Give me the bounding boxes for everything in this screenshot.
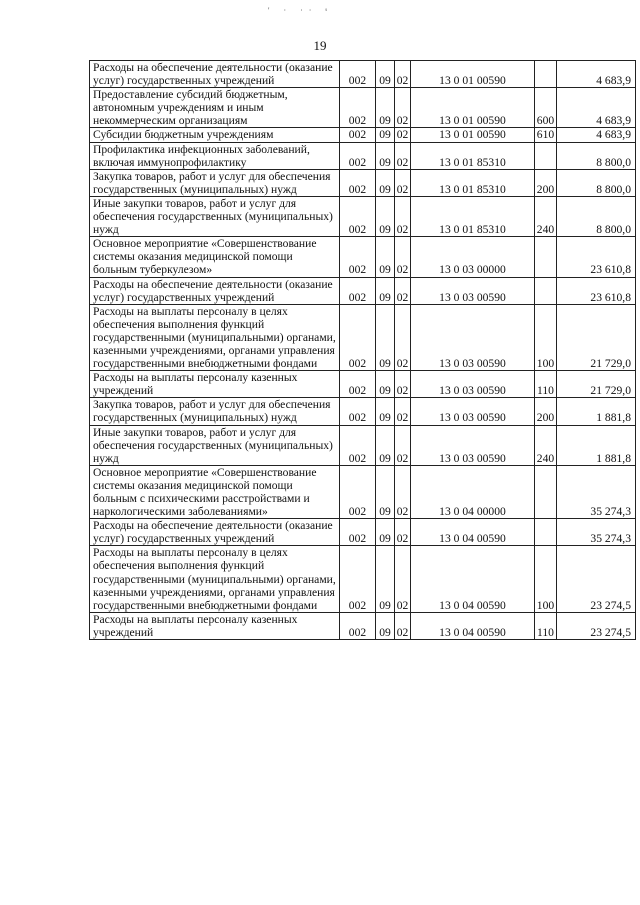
org-code-cell: 002 bbox=[340, 425, 376, 465]
table-row bbox=[90, 169, 636, 196]
subsection-code-cell: 02 bbox=[395, 519, 411, 546]
amount-cell: 8 800,0 bbox=[557, 142, 636, 169]
amount-cell: 21 729,0 bbox=[557, 304, 636, 370]
amount-cell: 4 683,9 bbox=[557, 88, 636, 128]
expense-name-cell: Иные закупки товаров, работ и услуг для обеспечения государственных (муниципальных) нужд bbox=[90, 196, 340, 236]
expense-name-cell: Расходы на обеспечение деятельности (оказание услуг) государственных учреждений bbox=[90, 519, 340, 546]
section-code-cell: 09 bbox=[376, 142, 395, 169]
amount-cell: 4 683,9 bbox=[557, 61, 636, 88]
target-article-cell: 13 0 04 00590 bbox=[411, 546, 535, 612]
table-row bbox=[90, 612, 636, 639]
org-code-cell: 002 bbox=[340, 142, 376, 169]
expense-type-cell: 200 bbox=[535, 398, 557, 425]
target-article-cell: 13 0 04 00000 bbox=[411, 465, 535, 518]
table-row bbox=[90, 277, 636, 304]
target-article-cell: 13 0 03 00590 bbox=[411, 277, 535, 304]
budget-table-body bbox=[90, 61, 636, 640]
amount-cell: 23 610,8 bbox=[557, 277, 636, 304]
table-row bbox=[90, 519, 636, 546]
subsection-code-cell: 02 bbox=[395, 196, 411, 236]
target-article-cell: 13 0 01 00590 bbox=[411, 88, 535, 128]
expense-type-cell: 100 bbox=[535, 546, 557, 612]
subsection-code-cell: 02 bbox=[395, 398, 411, 425]
expense-name-cell: Субсидии бюджетным учреждениям bbox=[90, 128, 340, 142]
table-row bbox=[90, 371, 636, 398]
target-article-cell: 13 0 03 00590 bbox=[411, 398, 535, 425]
expense-name-cell: Иные закупки товаров, работ и услуг для обеспечения государственных (муниципальных) нужд bbox=[90, 425, 340, 465]
target-article-cell: 13 0 03 00590 bbox=[411, 425, 535, 465]
expense-type-cell bbox=[535, 465, 557, 518]
section-code-cell: 09 bbox=[376, 88, 395, 128]
amount-cell: 35 274,3 bbox=[557, 465, 636, 518]
table-row bbox=[90, 237, 636, 277]
expense-name-cell: Профилактика инфекционных заболеваний, включая иммунопрофилактику bbox=[90, 142, 340, 169]
expense-type-cell bbox=[535, 277, 557, 304]
page-number: 19 bbox=[313, 38, 327, 53]
org-code-cell: 002 bbox=[340, 61, 376, 88]
org-code-cell: 002 bbox=[340, 277, 376, 304]
expense-type-cell: 600 bbox=[535, 88, 557, 128]
table-row bbox=[90, 398, 636, 425]
section-code-cell: 09 bbox=[376, 304, 395, 370]
expense-type-cell bbox=[535, 61, 557, 88]
expense-name-cell: Основное мероприятие «Совершенствование системы оказания медицинской помощи больным с психическими расстройствами и наркологическими заболеваниями» bbox=[90, 465, 340, 518]
expense-type-cell: 110 bbox=[535, 371, 557, 398]
subsection-code-cell: 02 bbox=[395, 465, 411, 518]
target-article-cell: 13 0 03 00590 bbox=[411, 371, 535, 398]
org-code-cell: 002 bbox=[340, 519, 376, 546]
org-code-cell: 002 bbox=[340, 371, 376, 398]
table-row bbox=[90, 304, 636, 370]
subsection-code-cell: 02 bbox=[395, 277, 411, 304]
section-code-cell: 09 bbox=[376, 196, 395, 236]
section-code-cell: 09 bbox=[376, 425, 395, 465]
subsection-code-cell: 02 bbox=[395, 425, 411, 465]
section-code-cell: 09 bbox=[376, 128, 395, 142]
subsection-code-cell: 02 bbox=[395, 88, 411, 128]
expense-type-cell: 100 bbox=[535, 304, 557, 370]
amount-cell: 21 729,0 bbox=[557, 371, 636, 398]
target-article-cell: 13 0 03 00590 bbox=[411, 304, 535, 370]
org-code-cell: 002 bbox=[340, 546, 376, 612]
target-article-cell: 13 0 01 85310 bbox=[411, 142, 535, 169]
expense-type-cell: 240 bbox=[535, 196, 557, 236]
section-code-cell: 09 bbox=[376, 237, 395, 277]
section-code-cell: 09 bbox=[376, 169, 395, 196]
expense-name-cell: Основное мероприятие «Совершенствование системы оказания медицинской помощи больным туберкулезом» bbox=[90, 237, 340, 277]
expense-name-cell: Расходы на выплаты персоналу казенных учреждений bbox=[90, 371, 340, 398]
target-article-cell: 13 0 04 00590 bbox=[411, 612, 535, 639]
subsection-code-cell: 02 bbox=[395, 61, 411, 88]
expense-name-cell: Расходы на обеспечение деятельности (оказание услуг) государственных учреждений bbox=[90, 277, 340, 304]
subsection-code-cell: 02 bbox=[395, 128, 411, 142]
target-article-cell: 13 0 03 00000 bbox=[411, 237, 535, 277]
expense-name-cell: Расходы на выплаты персоналу в целях обеспечения выполнения функций государственными (муниципальными) органами, казенными учреждениями, органами управления государственными внебюджетными фондами bbox=[90, 304, 340, 370]
section-code-cell: 09 bbox=[376, 61, 395, 88]
expense-name-cell: Предоставление субсидий бюджетным, автономным учреждениям и иным некоммерческим организациям bbox=[90, 88, 340, 128]
expense-type-cell: 240 bbox=[535, 425, 557, 465]
amount-cell: 35 274,3 bbox=[557, 519, 636, 546]
org-code-cell: 002 bbox=[340, 196, 376, 236]
amount-cell: 1 881,8 bbox=[557, 425, 636, 465]
target-article-cell: 13 0 01 85310 bbox=[411, 196, 535, 236]
expense-type-cell bbox=[535, 519, 557, 546]
org-code-cell: 002 bbox=[340, 237, 376, 277]
expense-name-cell: Расходы на обеспечение деятельности (оказание услуг) государственных учреждений bbox=[90, 61, 340, 88]
target-article-cell: 13 0 01 00590 bbox=[411, 61, 535, 88]
amount-cell: 1 881,8 bbox=[557, 398, 636, 425]
target-article-cell: 13 0 01 85310 bbox=[411, 169, 535, 196]
section-code-cell: 09 bbox=[376, 546, 395, 612]
expense-type-cell bbox=[535, 142, 557, 169]
org-code-cell: 002 bbox=[340, 612, 376, 639]
subsection-code-cell: 02 bbox=[395, 237, 411, 277]
table-row bbox=[90, 196, 636, 236]
target-article-cell: 13 0 04 00590 bbox=[411, 519, 535, 546]
amount-cell: 23 610,8 bbox=[557, 237, 636, 277]
amount-cell: 23 274,5 bbox=[557, 546, 636, 612]
expense-name-cell: Расходы на выплаты персоналу казенных учреждений bbox=[90, 612, 340, 639]
table-row bbox=[90, 425, 636, 465]
org-code-cell: 002 bbox=[340, 128, 376, 142]
subsection-code-cell: 02 bbox=[395, 546, 411, 612]
section-code-cell: 09 bbox=[376, 465, 395, 518]
org-code-cell: 002 bbox=[340, 398, 376, 425]
table-row bbox=[90, 88, 636, 128]
expense-name-cell: Закупка товаров, работ и услуг для обеспечения государственных (муниципальных) нужд bbox=[90, 169, 340, 196]
expense-name-cell: Закупка товаров, работ и услуг для обеспечения государственных (муниципальных) нужд bbox=[90, 398, 340, 425]
amount-cell: 23 274,5 bbox=[557, 612, 636, 639]
table-row bbox=[90, 546, 636, 612]
subsection-code-cell: 02 bbox=[395, 612, 411, 639]
expense-type-cell: 110 bbox=[535, 612, 557, 639]
section-code-cell: 09 bbox=[376, 371, 395, 398]
expense-type-cell bbox=[535, 237, 557, 277]
org-code-cell: 002 bbox=[340, 304, 376, 370]
target-article-cell: 13 0 01 00590 bbox=[411, 128, 535, 142]
subsection-code-cell: 02 bbox=[395, 304, 411, 370]
amount-cell: 4 683,9 bbox=[557, 128, 636, 142]
org-code-cell: 002 bbox=[340, 465, 376, 518]
section-code-cell: 09 bbox=[376, 519, 395, 546]
subsection-code-cell: 02 bbox=[395, 142, 411, 169]
table-row bbox=[90, 142, 636, 169]
section-code-cell: 09 bbox=[376, 277, 395, 304]
expense-name-cell: Расходы на выплаты персоналу в целях обеспечения выполнения функций государственными (муниципальными) органами, казенными учреждениями, органами управления государственными внебюджетными фондами bbox=[90, 546, 340, 612]
amount-cell: 8 800,0 bbox=[557, 169, 636, 196]
budget-table bbox=[89, 60, 636, 640]
section-code-cell: 09 bbox=[376, 612, 395, 639]
table-row bbox=[90, 465, 636, 518]
table-row bbox=[90, 128, 636, 142]
subsection-code-cell: 02 bbox=[395, 371, 411, 398]
amount-cell: 8 800,0 bbox=[557, 196, 636, 236]
section-code-cell: 09 bbox=[376, 398, 395, 425]
org-code-cell: 002 bbox=[340, 88, 376, 128]
expense-type-cell: 200 bbox=[535, 169, 557, 196]
org-code-cell: 002 bbox=[340, 169, 376, 196]
scan-specks: ' · ·· ˢ bbox=[268, 6, 334, 15]
table-row bbox=[90, 61, 636, 88]
expense-type-cell: 610 bbox=[535, 128, 557, 142]
subsection-code-cell: 02 bbox=[395, 169, 411, 196]
